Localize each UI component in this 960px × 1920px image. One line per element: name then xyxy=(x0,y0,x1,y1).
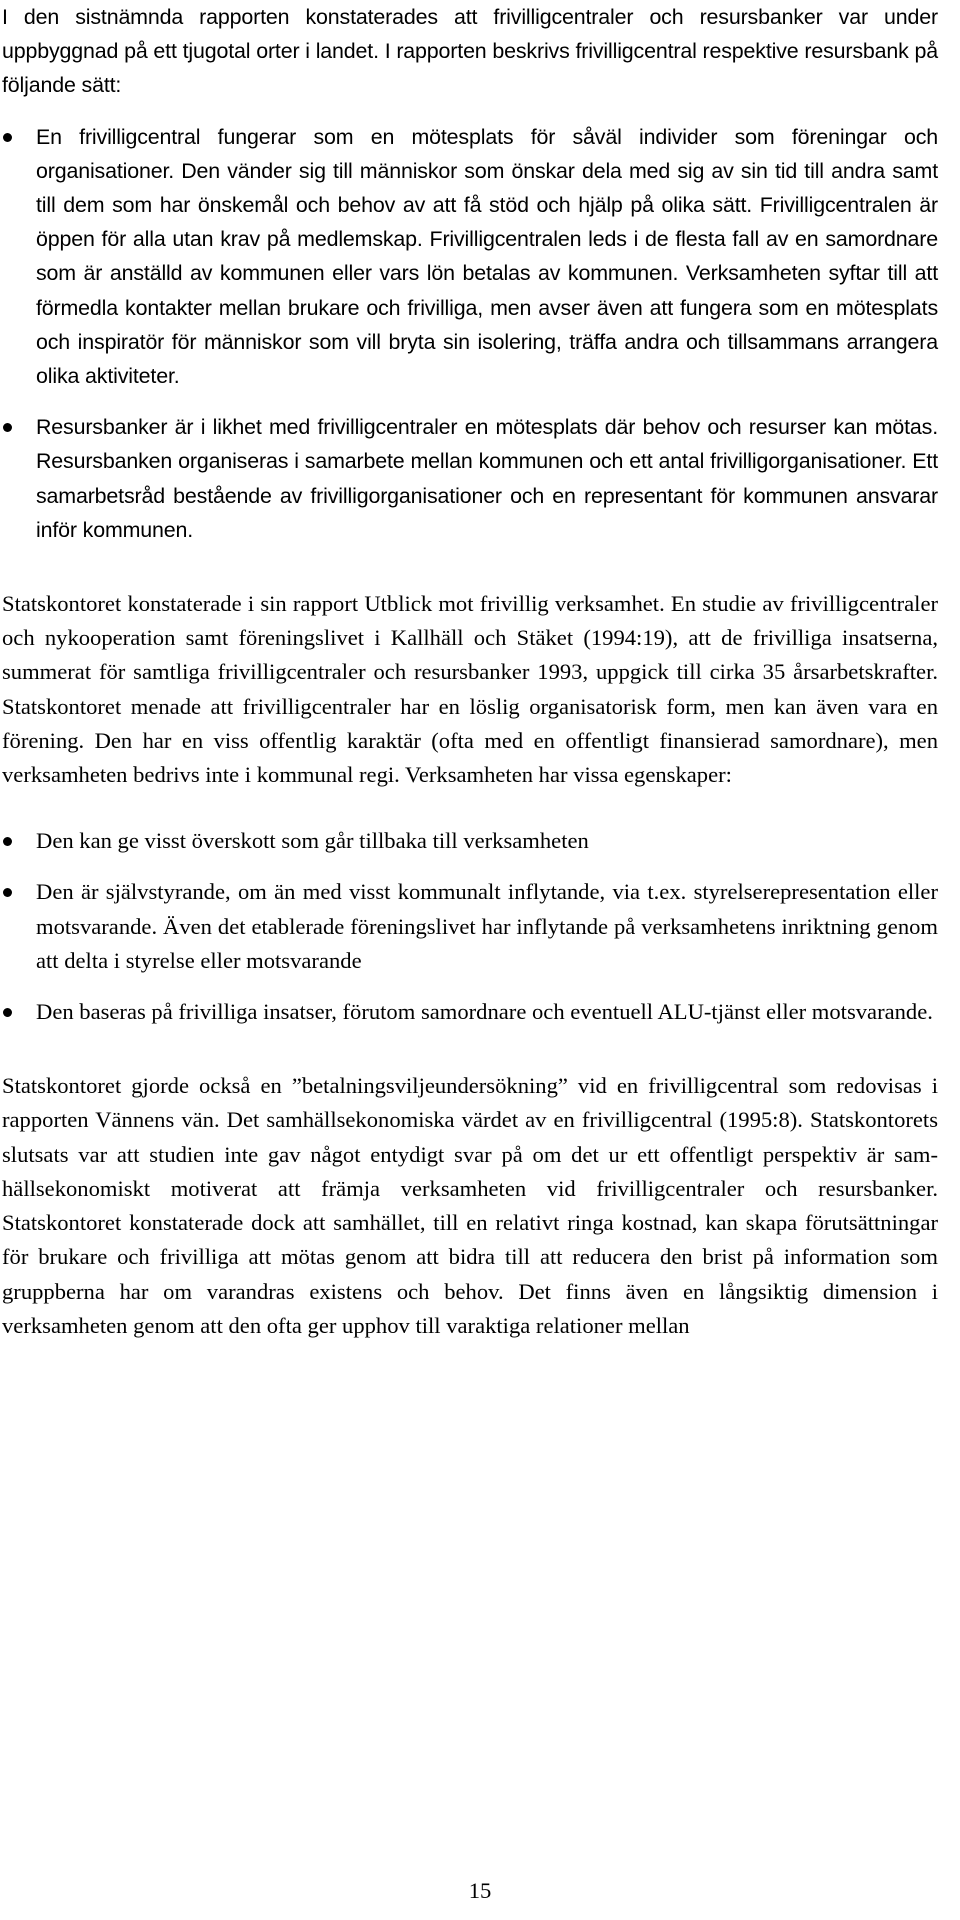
bullet-icon xyxy=(3,1008,12,1017)
final-paragraph: Statskontoret gjorde också en ”betalningsviljeundersökning” vid en frivilligcentral som redovisas i rapporten Vännens vän. Det samhällsekonomiska värdet av en frivilligcentral (1995:8). Statskontorets slutsats var att studien inte gav något entydigt svar på om det ur ett offentligt perspektiv är samhällsekonomiskt motiverat att främja verksamheten vid frivilligcentraler och resursbanker. Statskontoret konstaterade dock att samhället, till en relativt ringa kostnad, kan skapa förutsättningar för brukare och frivilliga att mötas genom att bidra till att reducera den brist på information som gruppberna har om varandras existens och behov. Det finns även en långsiktig dimension i verksamheten genom att den ofta ger upphov till varaktiga relationer mellan xyxy=(2,1073,938,1338)
list-item-text: En frivilligcentral fungerar som en mötesplats för såväl individer som föreningar och organisationer. Den vänder sig till människor som önskar dela med sig av sin tid till andra samt till dem som har önskemål och behov av att få stöd och hjälp på olika sätt. Frivilligcentralen är öppen för alla utan krav på medlemskap. Frivilligcentralen leds i de flesta fall av en samordnare som är anställd av kommunen eller vars lön betalas av kommunen. Verksamheten syftar till att förmedla kontakter mellan brukare och frivilliga, men avser även att fungera som en mötesplats och inspiratör för människor som vill bryta sin isolering, träffa andra och tillsammans arrangera olika aktiviteter. xyxy=(36,124,938,389)
list-item xyxy=(2,875,938,978)
list-item xyxy=(2,824,938,858)
list-item xyxy=(2,410,938,547)
list-item xyxy=(2,120,938,394)
spacer xyxy=(2,792,938,824)
spacer xyxy=(2,1029,938,1069)
bullet-icon xyxy=(3,133,12,142)
list-item-text: Den baseras på frivilliga insatser, förutom samordnare och eventuell ALU-tjänst eller motsvarande. xyxy=(36,999,933,1025)
bullet-icon xyxy=(3,837,12,846)
definition-bullet-list xyxy=(2,120,938,547)
spacer xyxy=(2,547,938,587)
spacer xyxy=(2,393,938,410)
property-bullet-list xyxy=(2,824,938,1029)
list-item-text: Den kan ge visst överskott som går tillbaka till verksamheten xyxy=(36,828,589,854)
spacer xyxy=(2,103,938,120)
list-item xyxy=(2,995,938,1029)
intro-paragraph: I den sistnämnda rapporten konstaterades att frivilligcentraler och resursbanker var under uppbyggnad på ett tjugotal orter i landet. I rapporten beskrivs frivilligcentral respektive resursbank på följande sätt: xyxy=(2,5,938,98)
list-item-text: Resursbanker är i likhet med frivilligcentraler en mötesplats där behov och resurser kan mötas. Resursbanken organiseras i samarbete mellan kommunen och ett antal frivilligorganisationer. Ett samarbetsråd bestående av frivilligorganisationer och en representant för kommunen ansvarar inför kommunen. xyxy=(36,415,938,542)
middle-paragraph: Statskontoret konstaterade i sin rapport Utblick mot frivillig verksamhet. En studie av frivilligcentraler och nykooperation samt föreningslivet i Kallhäll och Stäket (1994:19), att de frivilliga insatserna, summerat för samtliga frivilligcentraler och resursbanker 1993, uppgick till cirka 35 årsarbetskrafter. Statskontoret menade att frivilligcentraler har en löslig organisatorisk form, men kan även vara en förening. Den har en viss offentlig karaktär (ofta med en offentligt finansierad samordnare), men verksamheten bedrivs inte i kommunal regi. Verksamheten har vissa egenskaper: xyxy=(2,591,938,788)
spacer xyxy=(2,858,938,875)
page-number: 15 xyxy=(468,1878,492,1903)
spacer xyxy=(2,978,938,995)
bullet-icon xyxy=(3,888,12,897)
document-body xyxy=(2,0,938,1343)
bullet-icon xyxy=(3,423,12,432)
list-item-text: Den är självstyrande, om än med visst kommunalt inflytande, via t.ex. styrelserepresentation eller motsvarande. Även det etablerade föreningslivet har inflytande på verksamhetens inriktning genom att delta i styrelse eller motsvarande xyxy=(36,879,938,973)
